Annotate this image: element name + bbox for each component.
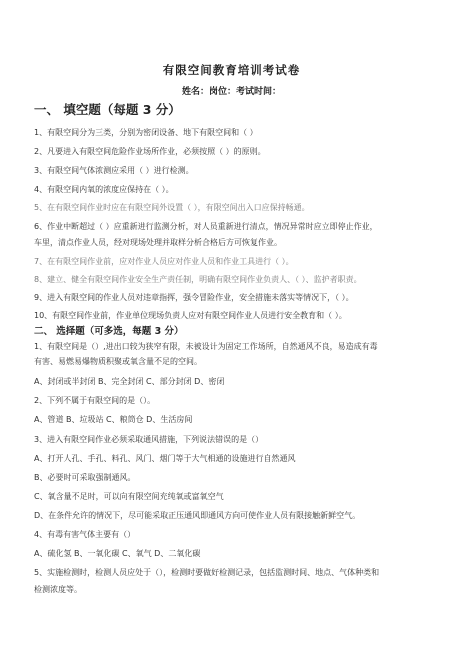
fill-question-5: 5、在有限空间作业时应在有限空间外设置（ ），有限空间出入口应保持畅通。 — [34, 203, 310, 212]
choice-question-1-options: A、封闭或半封闭 B、完全封闭 C、部分封闭 D、密闭 — [34, 377, 225, 386]
choice-question-3-option-d: D、在条件允许的情况下，尽可能采取正压通风即通风方向可使作业人员有限接触新鲜空气。 — [34, 511, 361, 520]
choice-question-3-option-a: A、打开人孔、手孔、料孔、风门、烟门等于大气相通的设施进行自然通风 — [34, 454, 296, 463]
fill-question-8: 8、建立、健全有限空间作业安全生产责任制，明确有限空间作业负责人、（ ）、监护者职责。 — [34, 275, 362, 284]
choice-question-3-option-c: C、氧含量不足时，可以向有限空间充纯氧或富氧空气 — [34, 492, 224, 501]
fill-question-4: 4、有限空间内氧的浓度应保持在（ ）。 — [34, 185, 174, 194]
fill-question-10: 10、有限空间作业前，作业单位现场负责人应对有限空间作业人员进行安全教育和（ ）。 — [34, 311, 347, 320]
fill-question-9: 9、进入有限空间的作业人员对违章指挥，强令冒险作业，安全措施未落实等情况下，（ ）。 — [34, 293, 354, 302]
page-title: 有限空间教育培训考试卷 — [162, 63, 301, 77]
choice-question-1-cont: 有害、易燃易爆物质积聚或氧含量不足的空间。 — [34, 357, 202, 366]
fill-question-6-cont: 车里，清点作业人员，经对现场处理并取样分析合格后方可恢复作业。 — [34, 238, 282, 247]
choice-question-3-option-b: B、必要时可采取强制通风。 — [34, 473, 136, 482]
fill-question-3: 3、有限空间气体浓测应采用（ ）进行检测。 — [34, 166, 194, 175]
section-1-heading: 一、 填空题（每题 3 分） — [34, 102, 181, 117]
choice-question-3: 3、进入有限空间作业必须采取通风措施，下列说法错误的是（） — [34, 435, 264, 444]
fill-question-6: 6、作业中断超过（ ）应重新进行监测分析，对人员重新进行清点，情况异常时应立即停止作业， — [34, 222, 378, 231]
exam-meta-fields: 姓名：岗位：考试时间： — [181, 87, 281, 97]
choice-question-5-cont: 检测浓度等。 — [34, 585, 82, 594]
fill-question-1: 1、有限空间分为三类，分别为密闭设备、地下有限空间和（ ） — [34, 128, 258, 137]
fill-question-7: 7、在有限空间作业前，应对作业人员应对作业人员和作业工具进行（ ）。 — [34, 257, 294, 266]
fill-question-2: 2、凡要进入有限空间危险作业场所作业，必须按照（ ）的原则。 — [34, 147, 266, 156]
choice-question-1: 1、有限空间是（）,进出口较为狭窄有限，未被设计为固定工作场所，自然通风不良，易造成有毒 — [34, 342, 378, 351]
choice-question-4-options: A、硫化氢 B、一氧化碳 C、氧气 D、二氧化碳 — [34, 549, 201, 558]
choice-question-5: 5、实施检测时，检测人员应处于（），检测时要做好检测记录，包括监测时间、地点、气体种类和 — [34, 568, 380, 577]
choice-question-2: 2、下列不属于有限空间的是（）。 — [34, 396, 156, 405]
choice-question-2-options: A、管道 B、垃圾站 C、粮筒仓 D、生活房间 — [34, 415, 193, 424]
section-2-heading: 二、 选择题（可多选，每题 3 分） — [34, 326, 184, 337]
choice-question-4: 4、有毒有害气体主要有（） — [34, 530, 136, 539]
